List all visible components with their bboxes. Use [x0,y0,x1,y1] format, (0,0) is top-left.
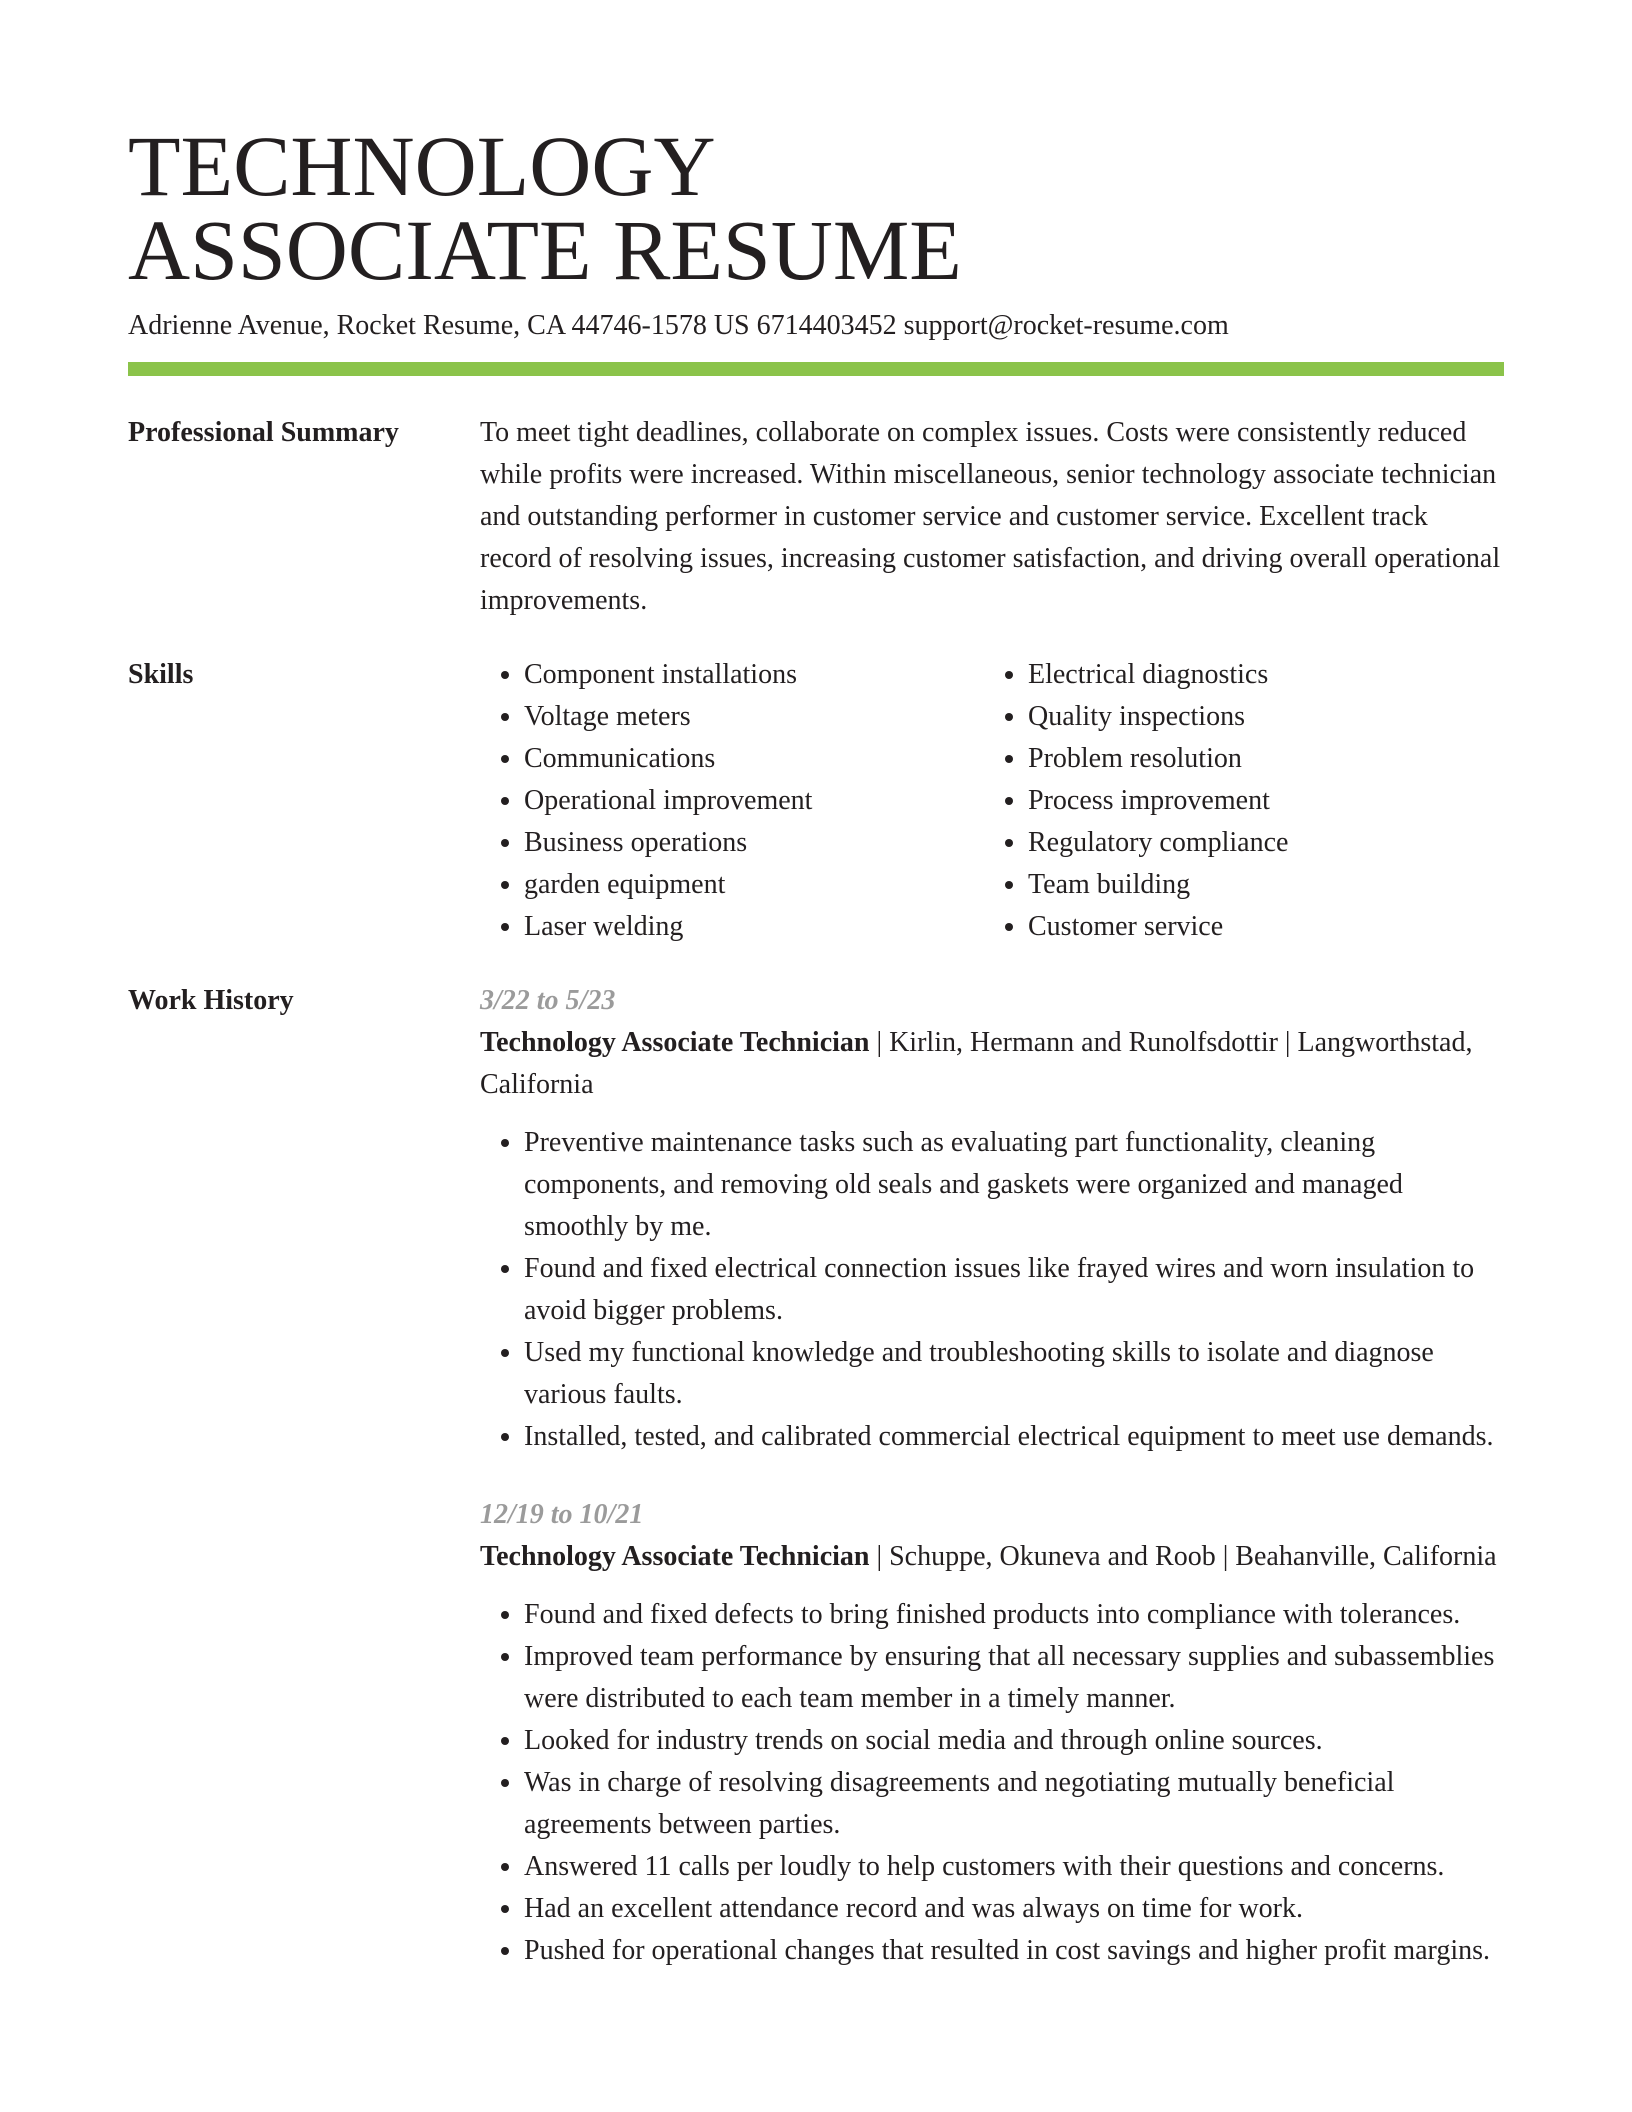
skill-item: • Regulatory compliance [1028,822,1448,864]
section-heading-work-history: Work History [128,985,294,1016]
contact-info: Adrienne Avenue, Rocket Resume, CA 44746-1578 US 6714403452 support@rocket-resume.com [128,310,1229,341]
skill-item: • Quality inspections [1028,696,1448,738]
job-bullet: • Found and fixed defects to bring finished products into compliance with tolerances. [524,1594,1504,1636]
skill-item: • Process improvement [1028,780,1448,822]
resume-title-line-2: ASSOCIATE RESUME [128,202,962,298]
job-header [480,1022,1504,1106]
job-title: Technology Associate Technician [480,1027,870,1058]
job-bullet: • Found and fixed electrical connection issues like frayed wires and worn insulation to avoid bigger problems. [524,1248,1504,1332]
job-entry [480,980,1504,1458]
job-title: Technology Associate Technician [480,1541,870,1572]
skill-item: • Operational improvement [524,780,984,822]
job-bullet: • Pushed for operational changes that resulted in cost savings and higher profit margins. [524,1930,1504,1972]
professional-summary-section [128,412,1504,622]
job-bullet: • Answered 11 calls per loudly to help customers with their questions and concerns. [524,1846,1504,1888]
skills-columns [480,654,1504,948]
job-dates: 12/19 to 10/21 [480,1499,644,1530]
skills-list-left [480,654,984,948]
job-bullet: • Installed, tested, and calibrated commercial electrical equipment to meet use demands. [524,1416,1504,1458]
skill-item: • garden equipment [524,864,984,906]
skill-item: • Electrical diagnostics [1028,654,1448,696]
skill-item: • Team building [1028,864,1448,906]
skill-item: • Component installations [524,654,984,696]
job-employer-location: | Kirlin, Hermann and Runolfsdottir | Langworthstad, California [480,1027,1473,1100]
resume-title-line-1: TECHNOLOGY [128,118,716,214]
summary-text: To meet tight deadlines, collaborate on complex issues. Costs were consistently reduced while profits were increased. Within miscellaneous, senior technology associate technician and outstanding performer in customer service and customer service. Excellent track record of resolving issues, increasing customer satisfaction, and driving overall operational improvements. [480,417,1501,616]
resume-page [128,0,1504,1972]
skill-item: • Communications [524,738,984,780]
skill-item: • Problem resolution [1028,738,1448,780]
skills-section [128,654,1504,948]
job-bullet: • Had an excellent attendance record and was always on time for work. [524,1888,1504,1930]
section-heading-skills: Skills [128,659,194,690]
skills-list-right [984,654,1448,948]
job-bullet: • Preventive maintenance tasks such as evaluating part functionality, cleaning components, and removing old seals and gaskets were organized and managed smoothly by me. [524,1122,1504,1248]
job-bullet-list [480,1594,1504,1972]
work-history-section [128,980,1504,1972]
skill-item: • Laser welding [524,906,984,948]
skill-item: • Voltage meters [524,696,984,738]
job-dates: 3/22 to 5/23 [480,985,616,1016]
job-entry [480,1494,1504,1972]
resume-title [128,0,1504,298]
job-employer-location: | Schuppe, Okuneva and Roob | Beahanville, California [869,1541,1497,1572]
job-bullet-list [480,1122,1504,1458]
skill-item: • Customer service [1028,906,1448,948]
job-bullet: • Was in charge of resolving disagreements and negotiating mutually beneficial agreements between parties. [524,1762,1504,1846]
job-bullet: • Used my functional knowledge and troubleshooting skills to isolate and diagnose various faults. [524,1332,1504,1416]
skill-item: • Business operations [524,822,984,864]
accent-divider [128,362,1504,376]
section-heading-professional-summary: Professional Summary [128,417,399,448]
job-header [480,1536,1504,1578]
job-bullet: • Improved team performance by ensuring that all necessary supplies and subassemblies were distributed to each team member in a timely manner. [524,1636,1504,1720]
job-bullet: • Looked for industry trends on social media and through online sources. [524,1720,1504,1762]
